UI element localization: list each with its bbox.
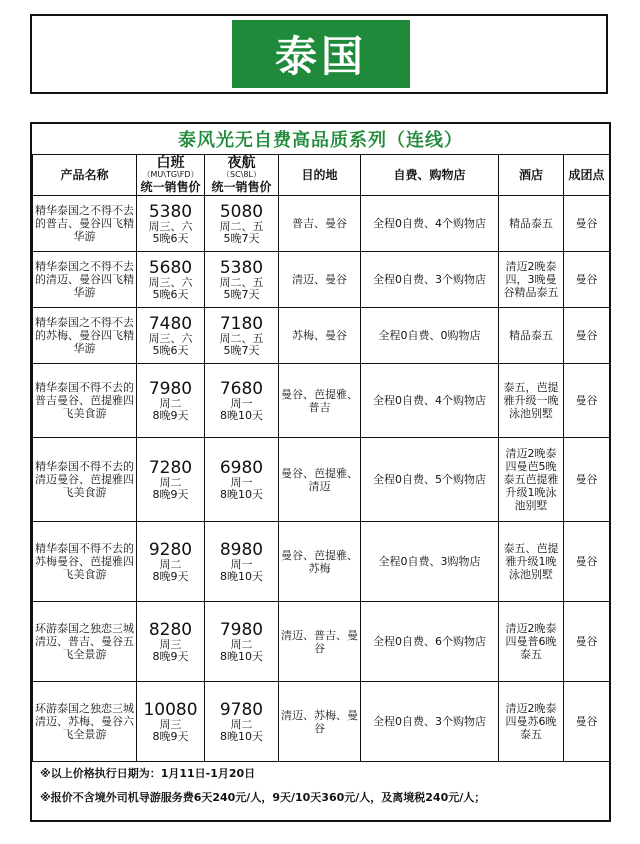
- day-price-cell: [137, 602, 205, 682]
- product-name: 精华泰国不得不去的苏梅曼谷、芭提雅四飞美食游: [33, 522, 137, 602]
- header-name: 产品名称: [33, 155, 137, 196]
- night-price: 5080: [219, 201, 264, 222]
- day-days: 周二: [159, 396, 182, 410]
- selfpay: 全程0自费、3购物店: [361, 522, 499, 602]
- day-price: 9280: [148, 539, 193, 560]
- night-days: 周二: [230, 637, 253, 651]
- night-price-cell: [205, 364, 279, 438]
- night-days: 周二: [230, 717, 253, 731]
- table-row: [33, 682, 610, 762]
- footnote-date: ※以上价格执行日期为：1月11日-1月20日: [40, 767, 256, 780]
- table-row: [33, 438, 610, 522]
- header-night: [205, 155, 279, 196]
- selfpay: 全程0自费、3个购物店: [361, 682, 499, 762]
- header-night-title: 夜航: [227, 155, 256, 171]
- night-price: 6980: [219, 457, 264, 478]
- night-duration: 8晚10天: [220, 408, 263, 422]
- day-price: 10080: [143, 699, 198, 720]
- day-price-cell: [137, 196, 205, 252]
- night-price: 7180: [219, 313, 264, 334]
- destination: 清迈、曼谷: [279, 252, 361, 308]
- night-duration: 5晚7天: [223, 287, 260, 301]
- destination: 清迈、普吉、曼谷: [279, 602, 361, 682]
- product-name: 精华泰国之不得不去的清迈、曼谷四飞精华游: [33, 252, 137, 308]
- day-price-cell: [137, 438, 205, 522]
- day-duration: 5晚6天: [152, 343, 189, 357]
- hotel: 精品泰五: [499, 196, 564, 252]
- night-days: 周二、五: [219, 331, 264, 345]
- night-price: 7980: [219, 619, 264, 640]
- hotel: 清迈2晚泰四曼苏6晚泰五: [499, 682, 564, 762]
- day-duration: 8晚9天: [152, 649, 189, 663]
- night-duration: 8晚10天: [220, 649, 263, 663]
- table-row: [33, 308, 610, 364]
- night-duration: 8晚10天: [220, 487, 263, 501]
- night-days: 周二、五: [219, 219, 264, 233]
- day-price: 5680: [148, 257, 193, 278]
- title-frame: [30, 14, 608, 94]
- night-duration: 8晚10天: [220, 569, 263, 583]
- product-name: 精华泰国不得不去的清迈曼谷、芭提雅四飞美食游: [33, 438, 137, 522]
- night-days: 周二、五: [219, 275, 264, 289]
- destination: 曼谷、芭提雅、苏梅: [279, 522, 361, 602]
- night-price-cell: [205, 682, 279, 762]
- day-days: 周三、六: [148, 219, 193, 233]
- night-price-cell: [205, 196, 279, 252]
- table-row: [33, 602, 610, 682]
- hotel: 泰五、芭提雅升级1晚泳池别墅: [499, 522, 564, 602]
- table-row: [33, 364, 610, 438]
- night-days: 周一: [230, 396, 253, 410]
- selfpay: 全程0自费、6个购物店: [361, 602, 499, 682]
- header-night-codes: （SC\8L）: [222, 170, 261, 179]
- destination: 曼谷、芭提雅、清迈: [279, 438, 361, 522]
- day-price-cell: [137, 308, 205, 364]
- selfpay: 全程0自费、3个购物店: [361, 252, 499, 308]
- day-days: 周二: [159, 475, 182, 489]
- day-price-cell: [137, 682, 205, 762]
- header-selfpay: 自费、购物店: [361, 155, 499, 196]
- day-days: 周三、六: [148, 331, 193, 345]
- selfpay: 全程0自费、0购物店: [361, 308, 499, 364]
- header-destination: 目的地: [279, 155, 361, 196]
- night-price-cell: [205, 252, 279, 308]
- depart: 曼谷: [564, 308, 610, 364]
- series-title: 泰风光无自费高品质系列（连线）: [178, 130, 463, 151]
- header-day-title: 白班: [156, 155, 185, 171]
- day-price-cell: [137, 522, 205, 602]
- header-hotel: 酒店: [499, 155, 564, 196]
- header-day: [137, 155, 205, 196]
- day-price: 8280: [148, 619, 193, 640]
- hotel: 清迈2晚泰四曼普6晚泰五: [499, 602, 564, 682]
- day-duration: 5晚6天: [152, 231, 189, 245]
- day-price: 5380: [148, 201, 193, 222]
- depart: 曼谷: [564, 522, 610, 602]
- day-days: 周三: [159, 637, 182, 651]
- day-duration: 5晚6天: [152, 287, 189, 301]
- footnote-fees: ※报价不含境外司机导游服务费6天240元/人，9天/10天360元/人，及离境税240元/人；: [40, 791, 486, 804]
- selfpay: 全程0自费、4个购物店: [361, 196, 499, 252]
- night-price-cell: [205, 522, 279, 602]
- day-days: 周三: [159, 717, 182, 731]
- depart: 曼谷: [564, 438, 610, 522]
- day-price: 7980: [148, 378, 193, 399]
- depart: 曼谷: [564, 602, 610, 682]
- price-table: [32, 154, 610, 762]
- day-price-cell: [137, 252, 205, 308]
- night-price-cell: [205, 602, 279, 682]
- night-price: 7680: [219, 378, 264, 399]
- product-name: 环游泰国之独恋三城 清迈、普吉、曼谷五飞全景游: [33, 602, 137, 682]
- day-price-cell: [137, 364, 205, 438]
- page-title: 泰国: [232, 20, 410, 88]
- hotel: 精品泰五: [499, 308, 564, 364]
- destination: 曼谷、芭提雅、普吉: [279, 364, 361, 438]
- hotel: 泰五，芭提雅升级一晚泳池别墅: [499, 364, 564, 438]
- header-day-codes: （MU\TG\FD）: [142, 170, 199, 179]
- night-duration: 8晚10天: [220, 729, 263, 743]
- table-row: [33, 196, 610, 252]
- selfpay: 全程0自费、4个购物店: [361, 364, 499, 438]
- night-days: 周一: [230, 475, 253, 489]
- header-depart: 成团点: [564, 155, 610, 196]
- day-duration: 8晚9天: [152, 729, 189, 743]
- night-price-cell: [205, 308, 279, 364]
- depart: 曼谷: [564, 364, 610, 438]
- destination: 苏梅、曼谷: [279, 308, 361, 364]
- table-header-row: [33, 155, 610, 196]
- day-days: 周三、六: [148, 275, 193, 289]
- product-name: 精华泰国之不得不去的苏梅、曼谷四飞精华游: [33, 308, 137, 364]
- product-name: 环游泰国之独恋三城 清迈、苏梅、曼谷六飞全景游: [33, 682, 137, 762]
- day-duration: 8晚9天: [152, 408, 189, 422]
- night-price-cell: [205, 438, 279, 522]
- header-night-label: 统一销售价: [211, 180, 272, 194]
- product-name: 精华泰国之不得不去的普吉、曼谷四飞精华游: [33, 196, 137, 252]
- destination: 普吉、曼谷: [279, 196, 361, 252]
- table-row: [33, 252, 610, 308]
- destination: 清迈、苏梅、曼谷: [279, 682, 361, 762]
- night-price: 9780: [219, 699, 264, 720]
- depart: 曼谷: [564, 196, 610, 252]
- selfpay: 全程0自费、5个购物店: [361, 438, 499, 522]
- table-row: [33, 522, 610, 602]
- night-duration: 5晚7天: [223, 343, 260, 357]
- footnotes: [40, 762, 605, 810]
- header-day-label: 统一销售价: [140, 180, 201, 194]
- day-duration: 8晚9天: [152, 487, 189, 501]
- day-days: 周二: [159, 557, 182, 571]
- hotel: 清迈2晚泰四曼芭5晚泰五芭提雅升级1晚泳池别墅: [499, 438, 564, 522]
- depart: 曼谷: [564, 252, 610, 308]
- night-days: 周一: [230, 557, 253, 571]
- night-price: 8980: [219, 539, 264, 560]
- product-panel: [30, 122, 611, 822]
- day-duration: 8晚9天: [152, 569, 189, 583]
- day-price: 7280: [148, 457, 193, 478]
- depart: 曼谷: [564, 682, 610, 762]
- night-price: 5380: [219, 257, 264, 278]
- hotel: 清迈2晚泰四，3晚曼谷精品泰五: [499, 252, 564, 308]
- product-name: 精华泰国不得不去的普吉曼谷、芭提雅四飞美食游: [33, 364, 137, 438]
- day-price: 7480: [148, 313, 193, 334]
- night-duration: 5晚7天: [223, 231, 260, 245]
